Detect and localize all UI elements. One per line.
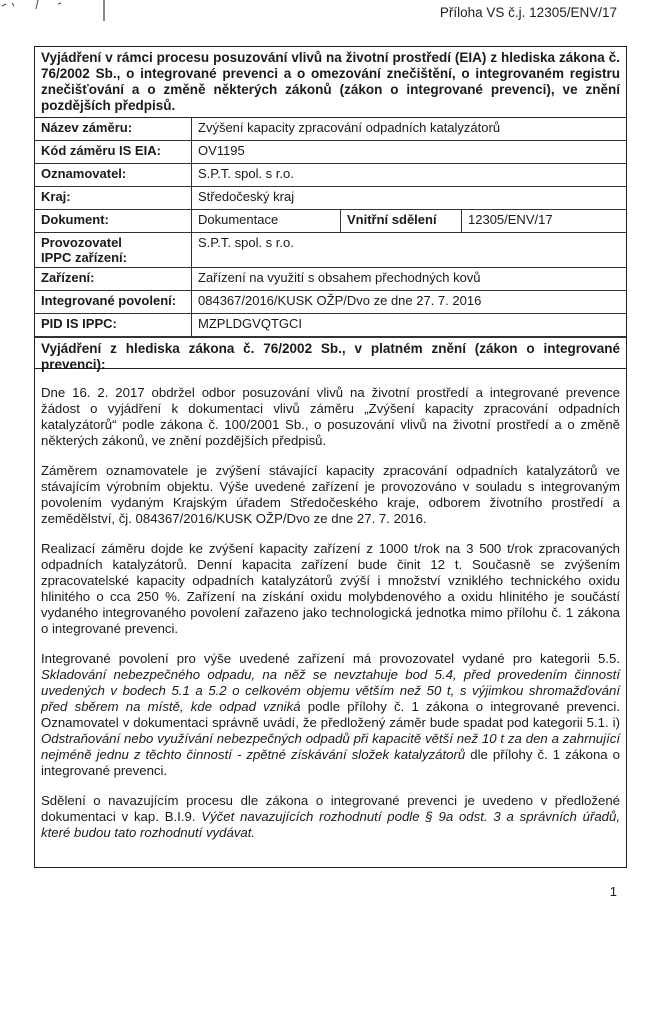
p4-text-c: podle přílohy č. 1 zákona o integrované prevenci. Oznamovatel v dokumentaci správně uvádí, že předložený záměr bude spadat pod kategorii 5.1. i) bbox=[41, 699, 620, 730]
project-info-table bbox=[35, 118, 626, 337]
eia-statement-form bbox=[34, 46, 627, 868]
permit-value: 084367/2016/KUSK OŽP/Dvo ze dne 27. 7. 2016 bbox=[192, 291, 627, 314]
operator-value: S.P.T. spol. s r.o. bbox=[192, 233, 627, 268]
statement-body bbox=[35, 369, 626, 867]
project-code-label: Kód záměru IS EIA: bbox=[35, 141, 192, 164]
notifier-label: Oznamovatel: bbox=[35, 164, 192, 187]
paragraph-permit-category bbox=[41, 651, 620, 779]
paragraph-capacity: Realizací záměru dojde ke zvýšení kapacity zařízení z 1000 t/rok na 3 500 t/rok zpracovaných odpadních katalyzátorů. Denní kapacita zařízení bude činit 12 t. Současně se zvýšením zpracovatelské kapacity odpadních katalyzátorů zvýší i množství vzniklého technického oxidu hlinitého o cca 250 %. Zařízení na získání oxidu molybdenového a oxidu hlinitého je součástí vydaného integrovaného povolení zařazeno jako technologická jednotka mimo přílohu č. 1 zákona o integrované prevenci. bbox=[41, 541, 620, 636]
facility-label: Zařízení: bbox=[35, 268, 192, 291]
p4-italic-d: Odstraňování nebo využívání nebezpečných odpadů při kapacitě větší než 10 t za den a zahrnující nejméně jednu z těchto činností - zpětné získávání složek katalyzátorů bbox=[41, 731, 620, 762]
section-heading: Vyjádření z hlediska zákona č. 76/2002 Sb., v platném znění (zákon o integrované prevenci): bbox=[35, 337, 626, 369]
project-name-value: Zvýšení kapacity zpracování odpadních katalyzátorů bbox=[192, 118, 627, 141]
p4-text-a: Integrované povolení pro výše uvedené zařízení má provozovatel vydané pro kategorii 5.5. bbox=[41, 651, 620, 666]
memo-value: 12305/ENV/17 bbox=[462, 210, 627, 233]
permit-label: Integrované povolení: bbox=[35, 291, 192, 314]
p5-text-a: Sdělení o navazujícím procesu dle zákona o integrované prevenci je uvedeno v předložené dokumentaci v kap. B.I.9. bbox=[41, 793, 620, 824]
scan-stamp-mark bbox=[0, 0, 110, 22]
facility-value: Zařízení na využití s obsahem přechodných kovů bbox=[192, 268, 627, 291]
p5-italic-b: Výčet navazujících rozhodnutí podle § 9a odst. 3 a správních úřadů, které budou tato rozhodnutí vydávat. bbox=[41, 809, 621, 840]
row-pid bbox=[35, 314, 626, 337]
pid-value: MZPLDGVQTGCI bbox=[192, 314, 627, 337]
row-permit bbox=[35, 291, 626, 314]
region-value: Středočeský kraj bbox=[192, 187, 627, 210]
pid-label: PID IS IPPC: bbox=[35, 314, 192, 337]
row-notifier bbox=[35, 164, 626, 187]
row-project-name bbox=[35, 118, 626, 141]
notifier-value: S.P.T. spol. s r.o. bbox=[192, 164, 627, 187]
row-facility bbox=[35, 268, 626, 291]
row-document bbox=[35, 210, 626, 233]
p4-italic-b: Skladování nebezpečného odpadu, na něž se nevztahuje bod 5.4, před provedením činností uvedených v bodech 5.1 a 5.2 o celkovém objemu větším než 50 t, s výjimkou shromažďování před sběrem na místě, kde odpad vzniká bbox=[41, 667, 620, 714]
document-reference: Příloha VS č.j. 12305/ENV/17 bbox=[439, 5, 617, 20]
operator-label bbox=[35, 233, 192, 268]
row-operator bbox=[35, 233, 626, 268]
form-title: Vyjádření v rámci procesu posuzování vlivů na životní prostředí (EIA) z hlediska zákona č. 76/2002 Sb., o integrované prevenci a o omezování znečištění, o integrovaném registru znečišťování a o změně některých zákonů (zákon o integrované prevenci), ve znění pozdějších předpisů. bbox=[35, 47, 626, 118]
operator-label-line1: Provozovatel bbox=[41, 235, 122, 250]
memo-label: Vnitřní sdělení bbox=[341, 210, 462, 233]
document-label: Dokument: bbox=[35, 210, 192, 233]
region-label: Kraj: bbox=[35, 187, 192, 210]
p4-text-e: dle přílohy č. 1 zákona o integrované prevenci. bbox=[41, 747, 620, 778]
operator-label-line2: IPPC zařízení: bbox=[41, 250, 127, 265]
project-code-value: OV1195 bbox=[192, 141, 627, 164]
row-region bbox=[35, 187, 626, 210]
row-project-code bbox=[35, 141, 626, 164]
paragraph-received: Dne 16. 2. 2017 obdržel odbor posuzování vlivů na životní prostředí a integrované prevence žádost o vyjádření k dokumentaci vlivů záměru „Zvýšení kapacity zpracování odpadních katalyzátorů“ podle zákona č. 100/2001 Sb., o posuzování vlivů na životní prostředí a o změně některých zákonů, ve znění pozdějších předpisů. bbox=[41, 385, 620, 448]
page-number: 1 bbox=[609, 884, 617, 899]
paragraph-follow-up bbox=[41, 793, 620, 841]
project-name-label: Název záměru: bbox=[35, 118, 192, 141]
document-value: Dokumentace bbox=[192, 210, 341, 233]
paragraph-intent: Záměrem oznamovatele je zvýšení stávající kapacity zpracování odpadních katalyzátorů ve stávajícím výrobním objektu. Výše uvedené zařízení je provozováno v souladu s integrovaným povolením vydaným Krajským úřadem Středočeského kraje, odborem životního prostředí a zemědělství, čj. 084367/2016/KUSK OŽP/Dvo ze dne 27. 7. 2016. bbox=[41, 463, 620, 526]
